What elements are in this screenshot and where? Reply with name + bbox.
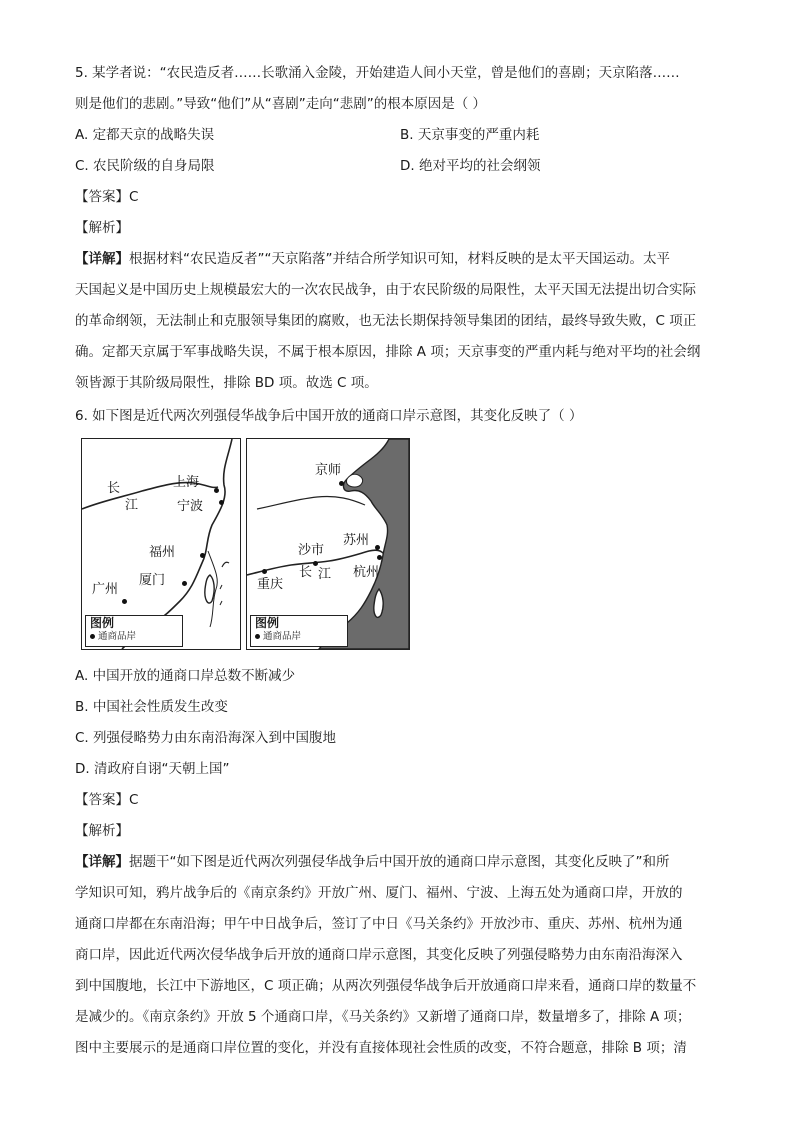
port-fuzhou-marker [200,553,205,558]
city-suzhou-label: 苏州 [343,533,370,548]
map-right-shimonoseki-treaty-ports [246,438,410,650]
port-hangzhou-marker [377,555,382,560]
river-yangtze-char-1: 长 [299,565,313,580]
legend-item: 通商品岸 [255,631,301,643]
q6-detail-line-5: 到中国腹地，长江中下游地区，C 项正确；从两次列强侵华战争后开放通商口岸来看，通商口岸的数量不 [75,978,697,994]
city-xiamen-label: 厦门 [139,573,166,588]
q6-stem: 6. 如下图是近代两次列强侵华战争后中国开放的通商口岸示意图，其变化反映了（ ） [75,408,583,424]
q6-option-c: C. 列强侵略势力由东南沿海深入到中国腹地 [75,730,337,746]
q5-answer: 【答案】C [75,189,139,205]
legend-title: 图例 [90,616,115,630]
river-yangtze-char-2: 江 [125,498,139,513]
q5-detail-line-1: 【详解】根据材料“农民造反者”“天京陷落”并结合所学知识可知，材料反映的是太平天国运动。太平 [75,251,670,267]
capital-jingshi-marker [339,481,344,486]
q6-detail-line-7: 图中主要展示的是通商口岸位置的变化，并没有直接体现社会性质的改变，不符合题意，排除 B 项；清 [75,1040,687,1056]
q5-detail-line-3: 的革命纲领，无法制止和克服领导集团的腐败，也无法长期保持领导集团的团结，最终导致失败，C 项正 [75,313,697,329]
city-chongqing-label: 重庆 [257,577,284,592]
q5-detail-tag: 【详解】 [75,251,129,267]
city-guangzhou-label: 广州 [92,582,119,597]
city-jingshi-label: 京师 [315,463,342,478]
city-shashi-label: 沙市 [298,543,325,558]
map-left-nanjing-treaty-ports [81,438,241,650]
city-fuzhou-label: 福州 [149,545,176,560]
q6-detail-line-3: 通商口岸都在东南沿海；甲午中日战争后，签订了中日《马关条约》开放沙市、重庆、苏州、杭州为通 [75,916,683,932]
q6-analysis-label: 【解析】 [75,823,129,839]
q5-detail-line-2: 天国起义是中国历史上规模最宏大的一次农民战争，由于农民阶级的局限性，太平天国无法提出切合实际 [75,282,696,298]
city-shanghai-label: 上海 [173,475,200,490]
port-ningbo-marker [219,500,224,505]
q5-option-a: A. 定都天京的战略失误 [75,127,215,143]
q6-option-d: D. 清政府自诩“天朝上国” [75,761,230,777]
q5-option-c: C. 农民阶级的自身局限 [75,158,215,174]
q5-analysis-label: 【解析】 [75,220,129,236]
q6-detail-line-6: 是减少的。《南京条约》开放 5 个通商口岸，《马关条约》又新增了通商口岸，数量增多了，排除 A 项； [75,1009,691,1025]
legend-title: 图例 [255,616,280,630]
port-guangzhou-marker [122,599,127,604]
river-yangtze-char-2: 江 [318,567,332,582]
q6-detail-tag: 【详解】 [75,854,129,870]
map-left-legend [85,615,183,647]
city-hangzhou-label: 杭州 [353,565,380,580]
q5-detail-line-4: 确。定都天京属于军事战略失误，不属于根本原因，排除 A 项；天京事变的严重内耗与绝对平均的社会纲 [75,344,701,360]
port-shanghai-marker [214,488,219,493]
q6-option-a: A. 中国开放的通商口岸总数不断减少 [75,668,296,684]
q6-detail-line-1: 【详解】据题干“如下图是近代两次列强侵华战争后中国开放的通商口岸示意图，其变化反映了”和所 [75,854,670,870]
river-yangtze-char-1: 长 [107,481,121,496]
legend-dot-icon [255,634,260,639]
port-xiamen-marker [182,581,187,586]
legend-dot-icon [90,634,95,639]
legend-item: 通商品岸 [90,631,136,643]
port-suzhou-marker [375,545,380,550]
q6-detail-line-2: 学知识可知，鸦片战争后的《南京条约》开放广州、厦门、福州、宁波、上海五处为通商口岸，开放的 [75,885,683,901]
q5-detail-line-5: 领皆源于其阶级局限性，排除 BD 项。故选 C 项。 [75,375,378,391]
q5-stem-line2: 则是他们的悲剧。”导致“他们”从“喜剧”走向“悲剧”的根本原因是（ ） [75,96,486,112]
q6-answer: 【答案】C [75,792,139,808]
q5-option-b: B. 天京事变的严重内耗 [400,127,540,143]
q5-option-d: D. 绝对平均的社会纲领 [400,158,541,174]
q6-detail-line-4: 商口岸，因此近代两次侵华战争后开放的通商口岸示意图，其变化反映了列强侵略势力由东南沿海深入 [75,947,683,963]
city-ningbo-label: 宁波 [177,499,204,514]
q6-option-b: B. 中国社会性质发生改变 [75,699,228,715]
q5-stem-line1: 5. 某学者说：“农民造反者……长歌涌入金陵，开始建造人间小天堂，曾是他们的喜剧；天京陷落…… [75,65,680,81]
port-chongqing-marker [262,569,267,574]
map-right-legend [250,615,348,647]
